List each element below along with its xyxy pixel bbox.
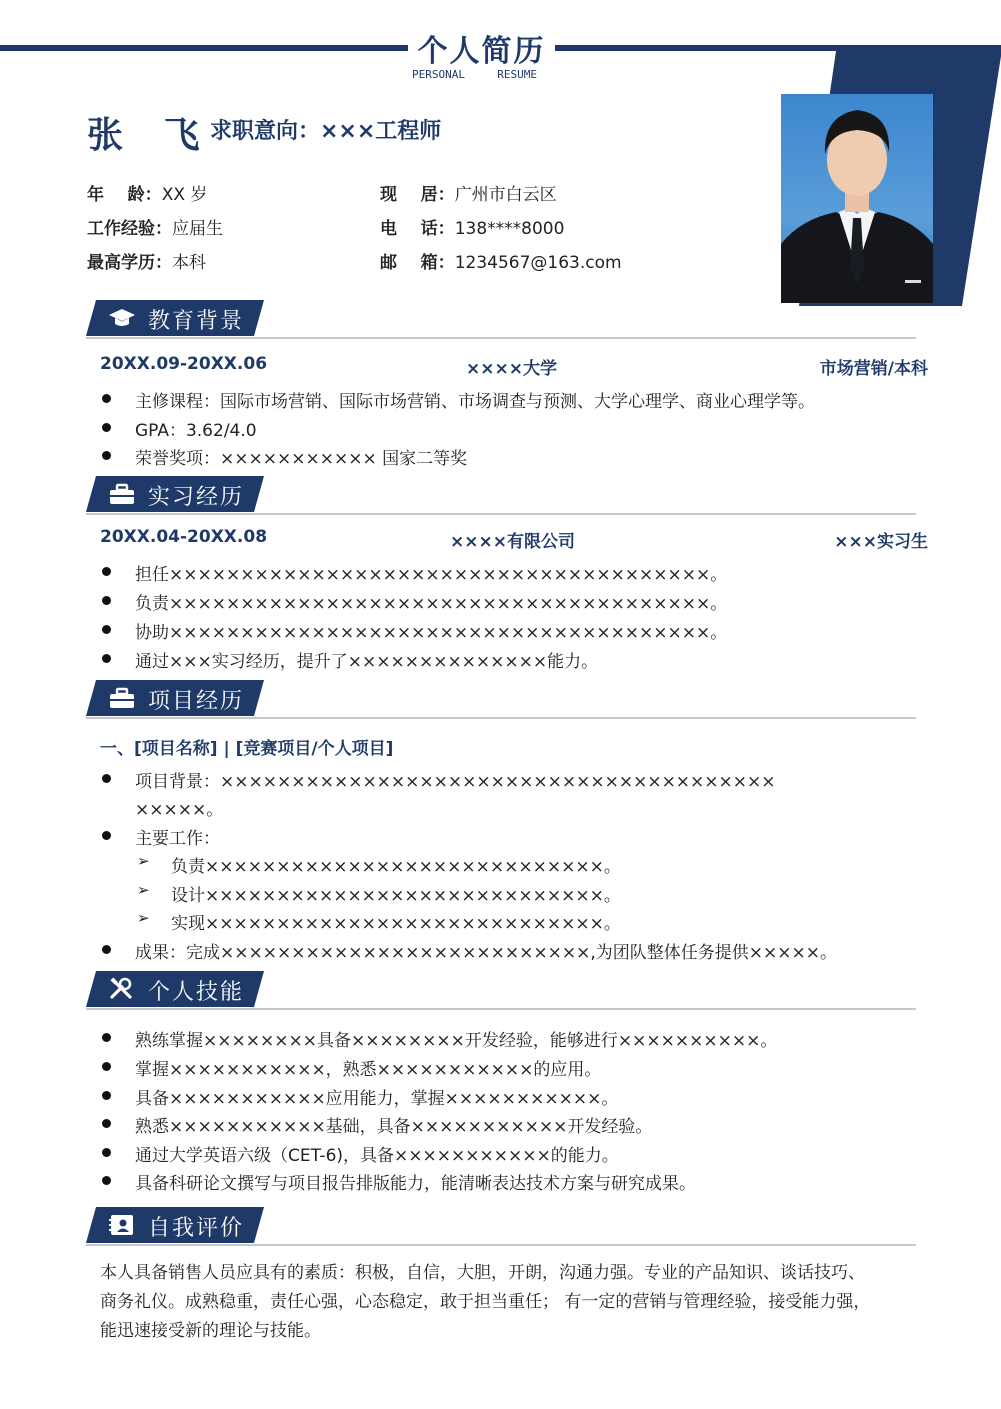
arrow-icon: ➢: [137, 909, 150, 927]
info-residence: 现 居：广州市白云区: [380, 185, 557, 205]
education-school: ××××大学: [466, 359, 557, 379]
section-skills-title: 个人技能: [148, 980, 245, 1005]
resume-subtitle: PERSONAL RESUME: [412, 68, 537, 81]
internship-date: 20XX.04-20XX.08: [100, 527, 268, 547]
header-rule-right: [555, 45, 1001, 51]
info-age: 年 龄：XX 岁: [87, 185, 208, 205]
arrow-icon: ➢: [137, 881, 150, 899]
info-experience: 工作经验：应届生: [87, 219, 223, 239]
section-education-title: 教育背景: [148, 309, 245, 334]
header-rule-left: [0, 45, 408, 51]
job-intent: 求职意向：×××工程师: [210, 119, 442, 144]
section-rule: [86, 1008, 916, 1010]
section-project-title: 项目经历: [148, 689, 245, 714]
resume-title: 个人简历: [417, 34, 546, 69]
section-internship-header: [86, 476, 916, 516]
section-skills-header: [86, 971, 916, 1011]
section-evaluation-header: [86, 1207, 916, 1247]
arrow-icon: ➢: [137, 852, 150, 870]
education-major: 市场营销/本科: [819, 359, 928, 379]
briefcase-icon: [108, 686, 136, 710]
section-rule: [86, 717, 916, 719]
section-internship-title: 实习经历: [148, 485, 245, 510]
internship-company: ××××有限公司: [450, 532, 575, 552]
section-rule: [86, 1244, 916, 1246]
education-date: 20XX.09-20XX.06: [100, 354, 268, 374]
section-project-header: [86, 680, 916, 720]
section-rule: [86, 513, 916, 515]
internship-role: ×××实习生: [834, 532, 928, 552]
graduation-cap-icon: [108, 306, 136, 330]
id-card-icon: [108, 1213, 136, 1237]
section-rule: [86, 337, 916, 339]
section-education-header: [86, 300, 916, 340]
briefcase-icon: [108, 482, 136, 506]
candidate-name: 张 飞: [87, 115, 214, 156]
info-phone: 电 话：138****8000: [380, 219, 565, 239]
self-evaluation-text: 本人具备销售人员应具有的素质：积极，自信，大胆，开朗，沟通力强。专业的产品知识、谈话技巧、 商务礼仪。成熟稳重，责任心强，心态稳定，敢于担当重任； 有一定的营销与管理经验，接受能力强， 能迅速接受新的理论与技能。: [100, 1263, 871, 1341]
info-education: 最高学历：本科: [87, 253, 206, 273]
info-email: 邮 箱：1234567@163.com: [380, 253, 622, 273]
profile-photo: [781, 94, 933, 303]
section-evaluation-title: 自我评价: [148, 1216, 245, 1241]
tools-icon: [108, 977, 136, 1001]
